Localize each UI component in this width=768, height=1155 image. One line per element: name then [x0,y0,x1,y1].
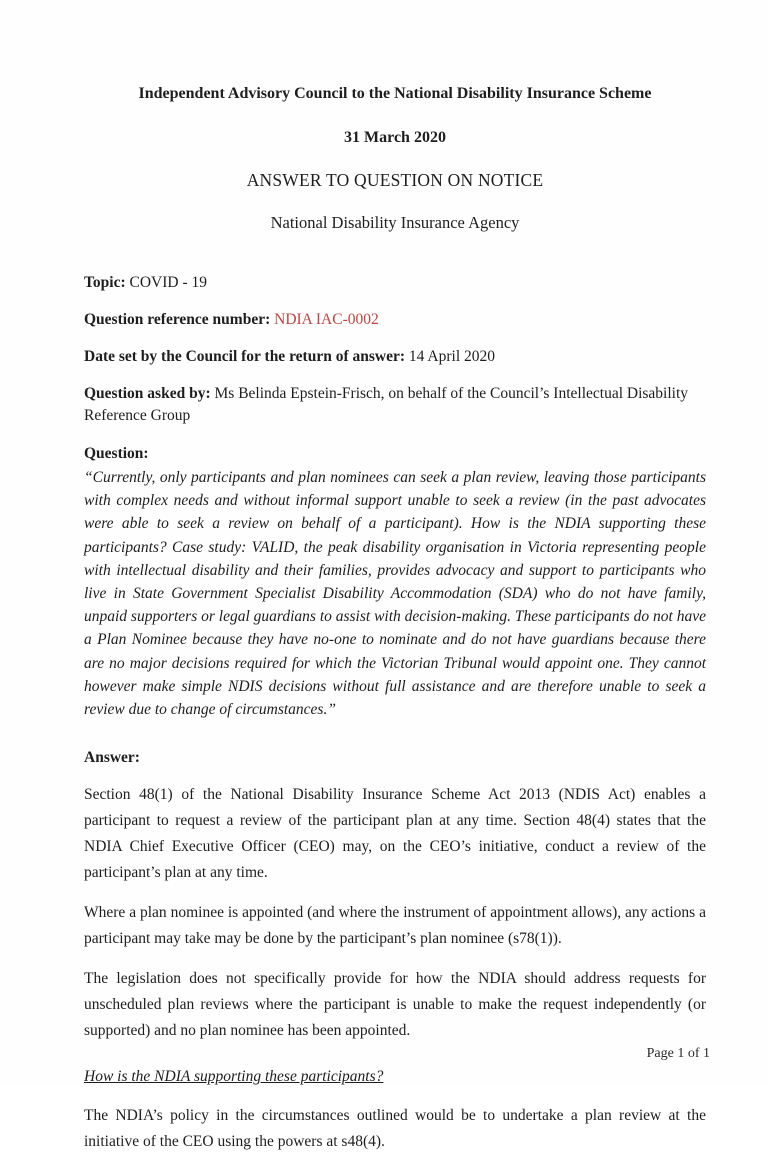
answer-section [84,747,706,1155]
answer-to-question-on-notice-heading: ANSWER TO QUESTION ON NOTICE [246,170,544,190]
topic-label: Topic: [84,274,126,291]
agency-name: National Disability Insurance Agency [270,213,520,232]
answer-closing-paragraph: The NDIA’s policy in the circumstances outlined would be to undertake a plan review at the initiative of the CEO using the powers at s48(4). [84,1107,706,1151]
answer-paragraph-2: Where a plan nominee is appointed (and where the instrument of appointment allows), any actions a participant may take may be done by the participant’s plan nominee (s78(1)). [84,904,706,948]
meta-row-question-reference [84,309,706,331]
answer-subheading: How is the NDIA supporting these participants? [84,1068,384,1086]
page-number: Page 1 of 1 [646,1046,710,1061]
return-date-value: 14 April 2020 [408,348,496,365]
question-quote: “Currently, only participants and plan nominees can seek a plan review, leaving those participants with complex needs and without informal support unable to seek a review (in the past advocates were able to seek a review on behalf of a participant). How is the NDIA supporting these participants? Case study: VALID, the peak disability organisation in Victoria representing people with intellectual disability and their families, provides advocacy and support to participants who live in State Government Specialist Disability Accommodation (SDA) who do not have family, unpaid supporters or legal guardians to assist with decision-making. These participants do not have a Plan Nominee because they have no-one to nominate and do not have guardians because there are no major decisions required for which the Victorian Tribunal would appoint one. They cannot however make simple NDIS decisions without full assistance and are therefore unable to seek a review due to change of circumstances.” [84,469,706,719]
metadata-section [84,272,706,427]
answer-paragraph-3: The legislation does not specifically provide for how the NDIA should address requests for unscheduled plan reviews where the participant is unable to make the request independently (or supported) and no plan nominee has been appointed. [84,970,706,1040]
question-asked-by-label: Question asked by: [84,385,211,402]
question-asked-by-value: Ms Belinda Epstein-Frisch, on behalf of the Council’s Intellectual Disability Reference Group [84,385,689,424]
question-heading: Question: [84,445,149,462]
return-date-label: Date set by the Council for the return of answer: [84,348,406,365]
question-reference-label: Question reference number: [84,311,271,328]
meta-row-question-asked-by [84,383,706,427]
answer-heading: Answer: [84,749,140,767]
document-header [84,84,706,233]
question-reference-value: NDIA IAC-0002 [274,311,379,328]
meta-row-return-date [84,346,706,368]
document-date: 31 March 2020 [344,129,446,146]
question-section [84,443,706,721]
answer-paragraph-1: Section 48(1) of the National Disability Insurance Scheme Act 2013 (NDIS Act) enables a participant to request a review of the participant plan at any time. Section 48(4) states that the NDIA Chief Executive Officer (CEO) may, on the CEO’s initiative, conduct a review of the participant’s plan at any time. [84,786,706,882]
document-title: Independent Advisory Council to the National Disability Insurance Scheme [138,85,652,102]
topic-value: COVID - 19 [129,274,208,291]
meta-row-topic [84,272,706,294]
